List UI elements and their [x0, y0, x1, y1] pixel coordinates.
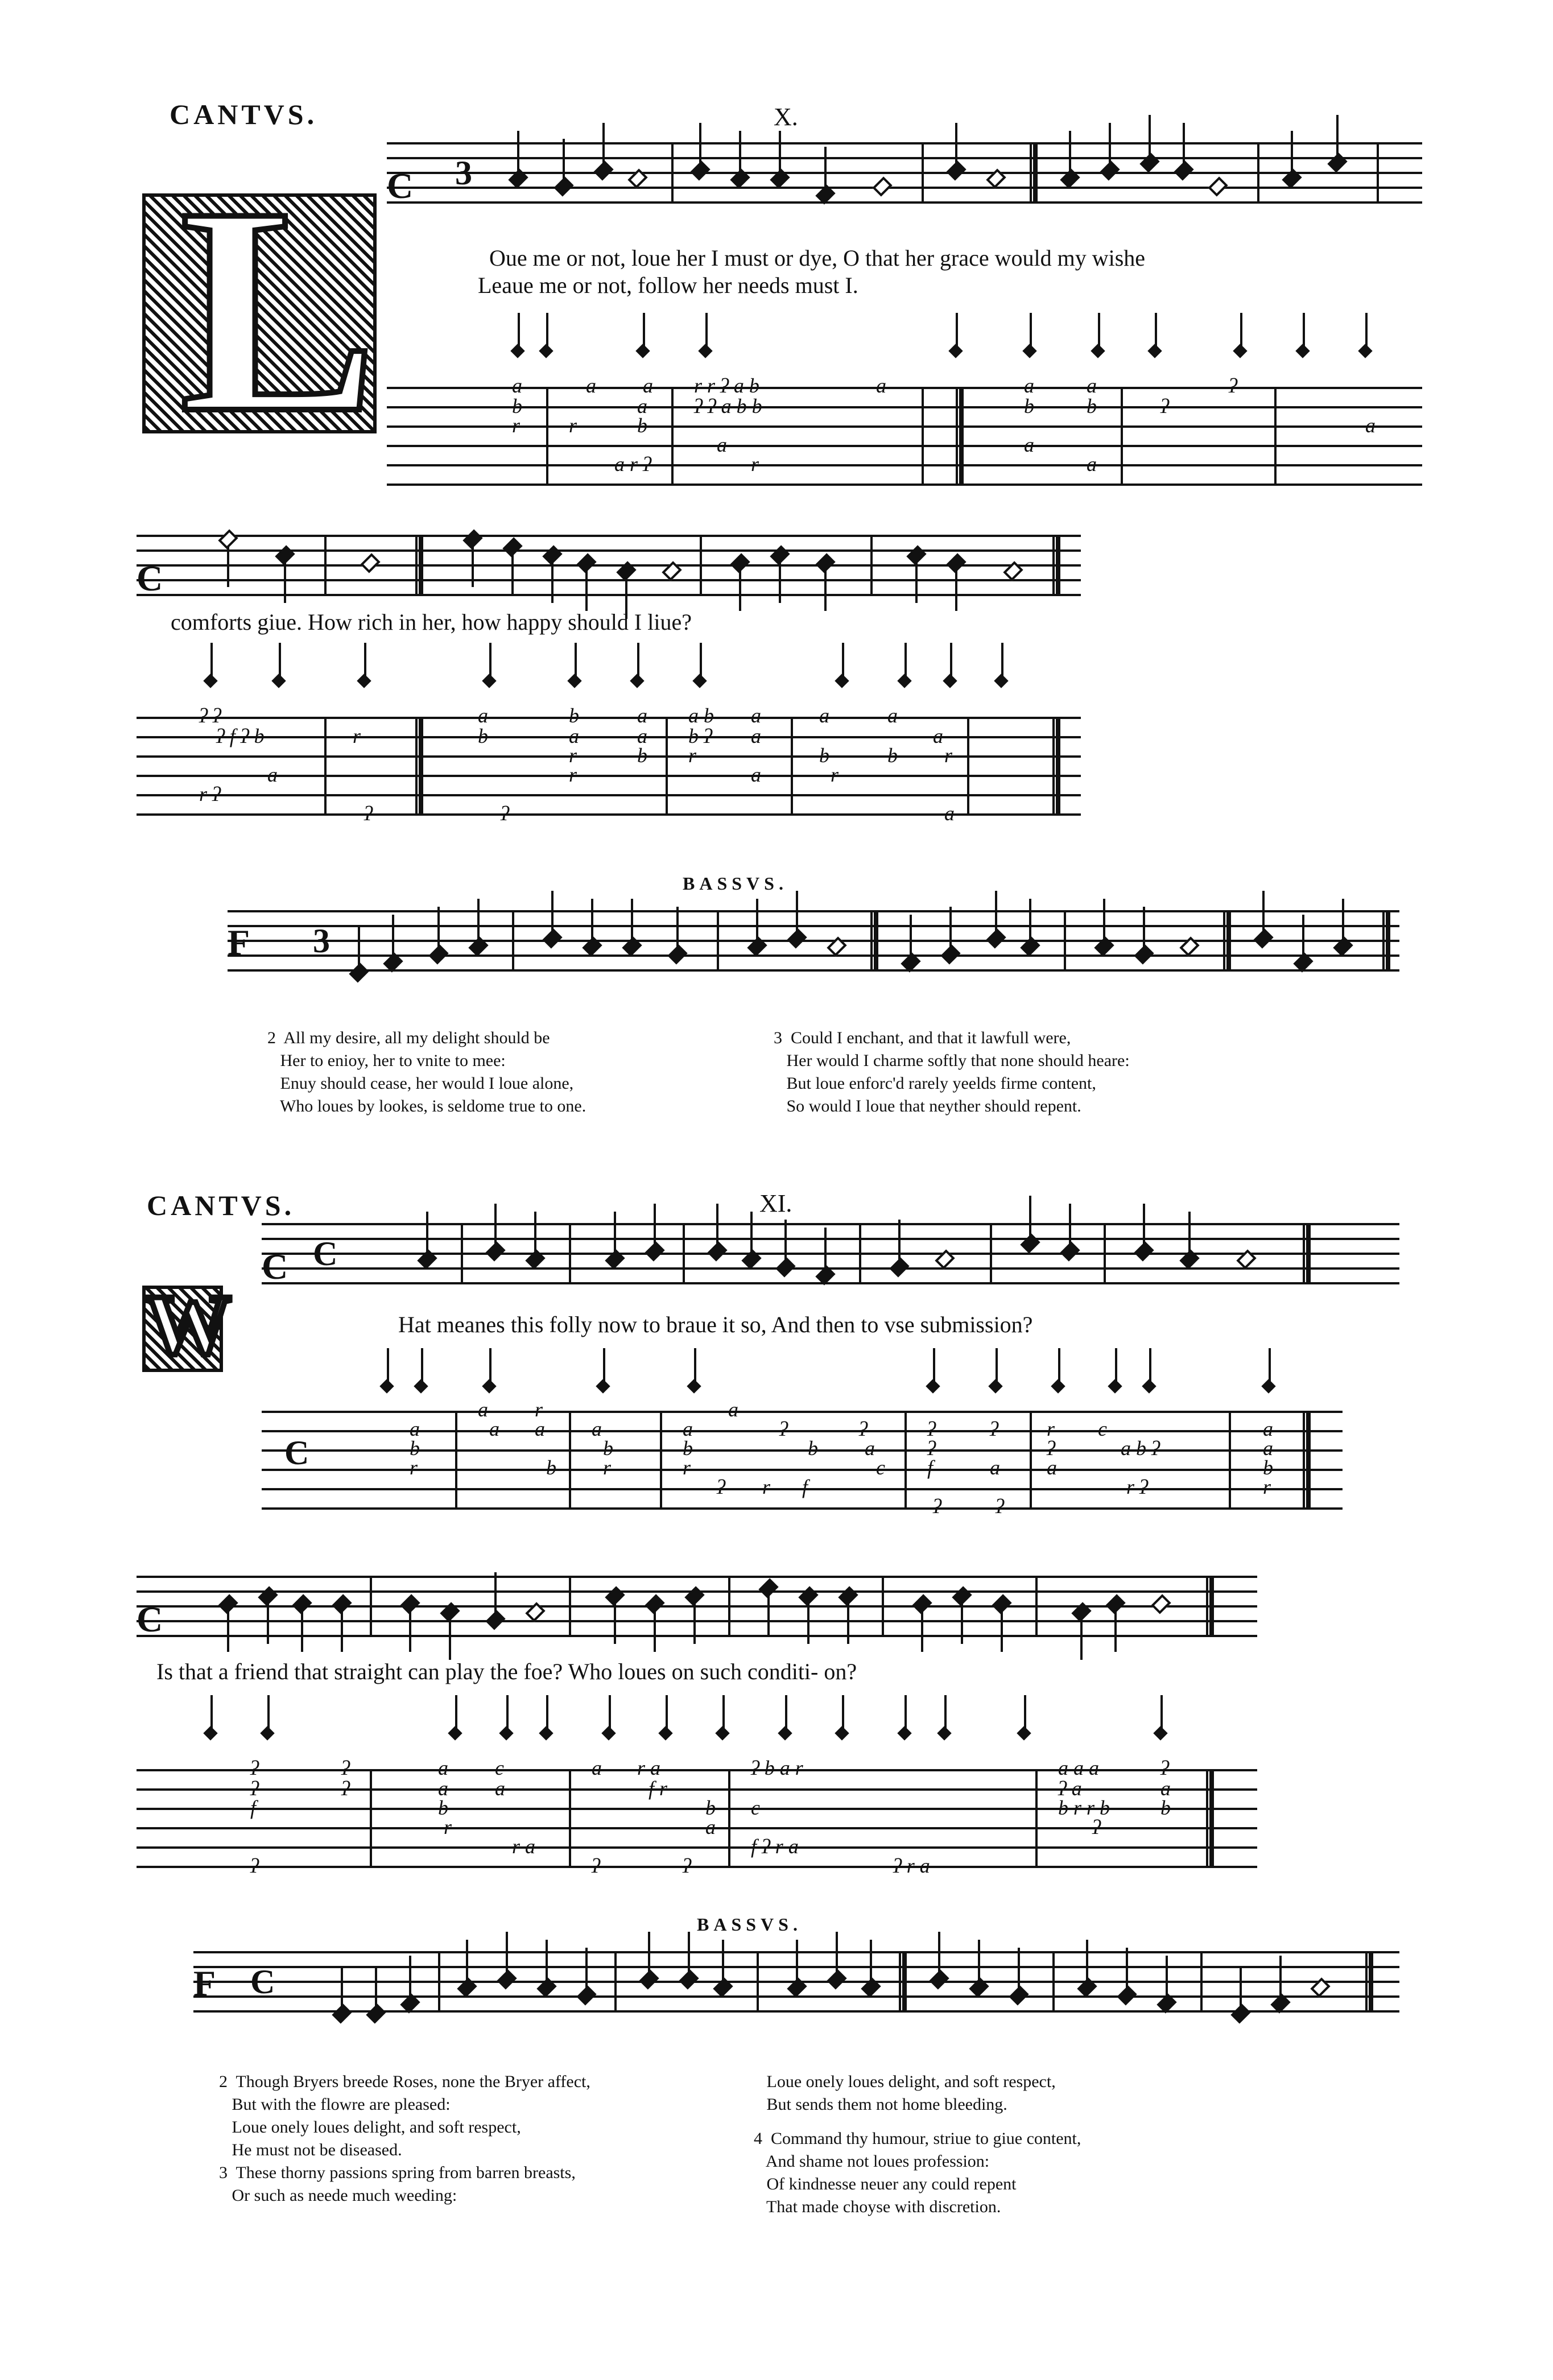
cantus-staff-xi-1 — [262, 1223, 1399, 1286]
bassus-staff-x — [228, 910, 1399, 973]
lute-tablature-x-2: ʔ ʔ ʔ f ʔ b r ʔ a r ʔ a b a b a a r b ʔ r a b b ʔ r a a a a b a r b a r a — [137, 643, 1081, 836]
common-time-icon: C — [284, 1434, 309, 1472]
lute-tablature-xi-2: ʔ ʔ f ʔ ʔ ʔ a c a a a b r r a ʔ r a f r b a ʔ ʔ b a r c f ʔ r a ʔ r a a a a ʔ a b r r b ʔ ʔ a b — [137, 1695, 1257, 1889]
verse-xi-3: 3 These thorny passions spring from barren breasts, Or such as neede much weeding: — [219, 2163, 576, 2205]
lyric-x-line2: comforts giue. How rich in her, how happy should I liue? — [171, 609, 692, 635]
common-time-icon: C — [250, 1963, 275, 2001]
c-clef-icon: C — [137, 558, 163, 598]
c-clef-icon: C — [137, 1599, 163, 1639]
verse-xi-2: 2 Though Bryers breede Roses, none the Bryer affect, But with the flowre are pleased: Loue onely loues delight, and soft respect, He must not be diseased. — [219, 2072, 590, 2159]
meter-three-icon: 3 — [313, 922, 330, 960]
verse-xi-4: 4 Command thy humour, striue to giue content, And shame not loues profession: Of kindnesse neuer any could repent That made choyse with discretion. — [754, 2129, 1081, 2216]
lyric-xi-line2: Is that a friend that straight can play the foe? Who loues on such conditi- on? — [156, 1659, 857, 1684]
bassus-heading-x: BASSVS. — [683, 873, 788, 894]
c-clef-icon: C — [262, 1246, 288, 1287]
bassus-staff-xi — [193, 1951, 1399, 2014]
bassus-heading-xi: BASSVS. — [697, 1914, 802, 1935]
song-number-xi: XI. — [759, 1189, 792, 1217]
cantus-staff-x-1 — [387, 142, 1422, 205]
verse-x-3: 3 Could I enchant, and that it lawfull were, Her would I charme softly that none should heare: But loue enforc'd rarely yeelds firme content, So would I loue that neyther should repent. — [774, 1028, 1130, 1115]
verse-x-2: 2 All my desire, all my delight should be Her to enioy, her to vnite to mee: Enuy should cease, her would I loue alone, Who loues by lookes, is seldome true to one. — [267, 1028, 586, 1115]
verse-xi-3-continued: Loue onely loues delight, and soft respect, But sends them not home bleeding. — [766, 2072, 1056, 2114]
decorated-initial-l: L — [142, 193, 377, 433]
common-time-icon: C — [313, 1235, 338, 1272]
song-number-x: X. — [774, 103, 798, 131]
decorated-initial-w: W — [142, 1286, 223, 1372]
lute-tablature-x-1: a a a r r ʔ a b a b a ʔ ʔ a b b r r b a r ʔ a r a a ʔ b b ʔ a a a — [387, 313, 1422, 495]
lute-tablature-xi-1: C a b r a r a a a b b r a b r a ʔ ʔ b a c ʔ r f ʔ ʔ ʔ f a ʔ ʔ r ʔ a c a b ʔ r ʔ a a b r — [262, 1348, 1343, 1519]
meter-three-icon: 3 — [455, 154, 472, 192]
f-clef-icon: F — [193, 1963, 216, 2003]
f-clef-icon: F — [228, 922, 250, 962]
lyric-xi-line1: Hat meanes this folly now to braue it so, And then to vse submission? — [398, 1312, 1033, 1337]
lyric-x-line1b: Leaue me or not, follow her needs must I. — [478, 272, 858, 298]
cantus-heading-xi: CANTVS. — [147, 1189, 295, 1221]
cantus-staff-x-2 — [137, 535, 1081, 597]
cantus-heading-x: CANTVS. — [170, 98, 318, 130]
lyric-x-line1: Oue me or not, loue her I must or dye, O that her grace would my wishe — [489, 245, 1146, 271]
c-clef-icon: C — [387, 166, 414, 206]
cantus-staff-xi-2 — [137, 1576, 1257, 1638]
